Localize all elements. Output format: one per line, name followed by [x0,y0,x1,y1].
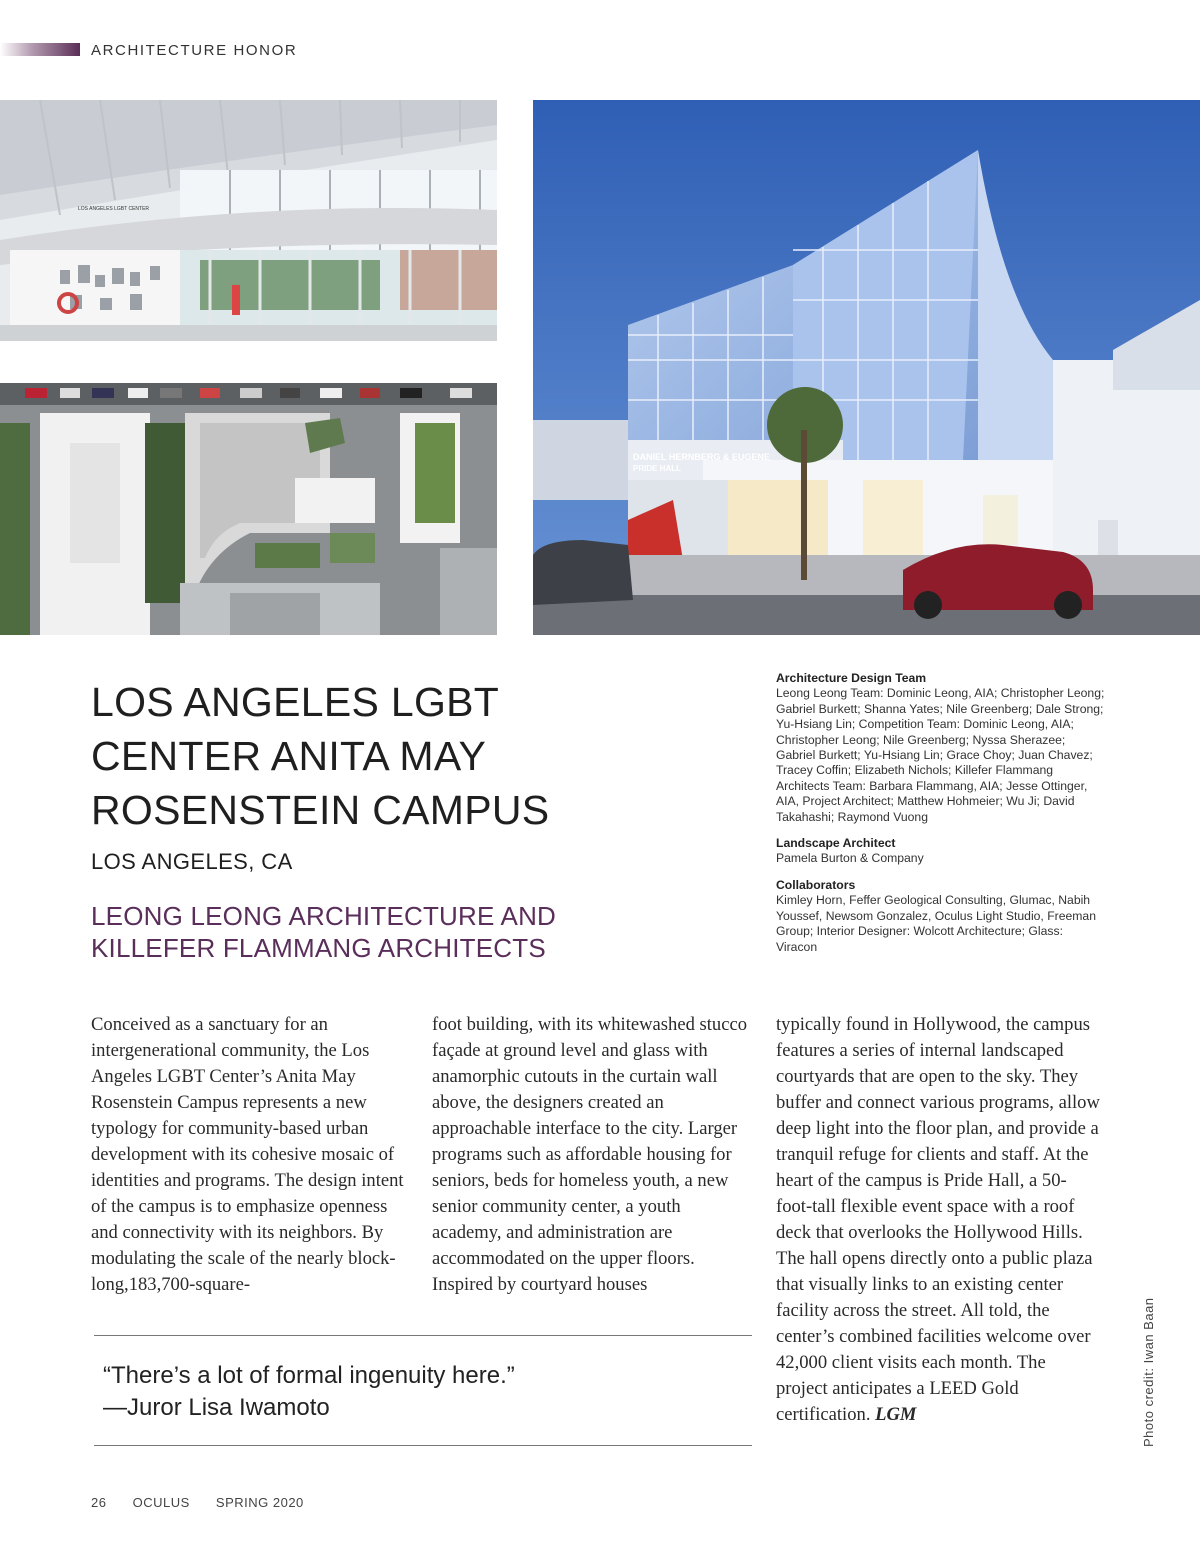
credit-block [776,878,1106,955]
section-color-bar [0,43,80,56]
project-credits [776,671,1106,966]
credit-body: Leong Leong Team: Dominic Leong, AIA; Christopher Leong; Gabriel Burkett; Shanna Yates; Nile Greenberg; Dale Strong; Yu-Hsiang Lin; Competition Team: Dominic Leong, AIA; Christopher Leong; Nile Greenberg; Nyssa Sherazee; Gabriel Burkett; Yu-Hsiang Lin; Grace Choy; Juan Chavez; Tracey Coffin; Elizabeth Nichols; Killefer Flammang Architects Team: Barbara Flammang, AIA; Jesse Ottinger, AIA, Project Architect; Matthew Hohmeier; Wu Ji; David Takahashi; Raymond Vuong [776,686,1105,824]
project-location: LOS ANGELES, CA [91,849,293,874]
quote-top-rule [94,1335,752,1336]
title-line: ROSENSTEIN CAMPUS [91,787,550,833]
interior-photo [0,100,497,341]
title-line: LOS ANGELES LGBT [91,679,500,725]
pull-quote [103,1360,743,1424]
credit-block [776,671,1106,825]
author-signature: LGM [875,1404,917,1425]
credit-body: Pamela Burton & Company [776,851,924,866]
title-line: CENTER ANITA MAY [91,733,487,779]
body-column-3 [776,1012,1101,1428]
body-column-2: foot building, with its whitewashed stucco façade at ground level and glass with anamorphic cutouts in the curtain wall above, the designers created an approachable interface to the city. Larger programs such as affordable housing for seniors, beds for homeless youth, a new senior community center, a youth academy, and administration are accommodated on the upper floors. Inspired by courtyard houses [432,1014,748,1295]
issue-date: SPRING 2020 [215,1495,304,1510]
credit-block [776,836,1106,867]
aerial-photo [0,383,497,635]
building-sign-subtext: PRIDE HALL [633,464,681,473]
architect-firms [91,900,741,964]
quote-attribution: —Juror Lisa Iwamoto [103,1394,330,1421]
section-label: ARCHITECTURE HONOR [91,42,298,59]
article-title [91,675,731,837]
building-sign-text: DANIEL HERNBERG & EUGENE [633,452,770,462]
credit-heading: Landscape Architect [776,836,896,851]
exterior-photo [533,100,1200,635]
magazine-name: OCULUS [132,1495,190,1510]
credit-body: Kimley Horn, Feffer Geological Consulting, Glumac, Nabih Youssef, Newsom Gonzalez, Oculus Light Studio, Freeman Group; Interior Designer: Wolcott Architecture; Glass: Viracon [776,893,1096,954]
quote-bottom-rule [94,1445,752,1446]
credit-heading: Architecture Design Team [776,671,927,685]
firm-line: LEONG LEONG ARCHITECTURE AND [91,901,557,931]
body-column-1: Conceived as a sanctuary for an intergenerational community, the Los Angeles LGBT Center’s Anita May Rosenstein Campus represents a new typology for community-based urban development with its cohesive mosaic of identities and programs. The design intent of the campus is to emphasize openness and connectivity with its neighbors. By modulating the scale of the nearly block-long,183,700-square- [91,1014,404,1295]
page-footer [91,1495,326,1510]
quote-text: “There’s a lot of formal ingenuity here.” [103,1362,515,1389]
page-number: 26 [91,1495,107,1510]
firm-line: KILLEFER FLAMMANG ARCHITECTS [91,933,546,963]
body-column-3-text: typically found in Hollywood, the campus features a series of internal landscaped courtyards that are open to the sky. They buffer and connect various programs, allow deep light into the floor plan, and provide a tranquil refuge for clients and staff. At the heart of the campus is Pride Hall, a 50-foot-tall flexible event space with a roof deck that overlooks the Hollywood Hills. The hall opens directly onto a public plaza that visually links to an existing center facility across the street. All told, the center’s combined facilities welcome over 42,000 client visits each month. The project anticipates a LEED Gold certification. [776,1014,1100,1425]
photo-credit: Photo credit: Iwan Baan [1141,1297,1156,1447]
credit-heading: Collaborators [776,877,856,892]
interior-sign-text: LOS ANGELES LGBT CENTER [78,206,150,212]
